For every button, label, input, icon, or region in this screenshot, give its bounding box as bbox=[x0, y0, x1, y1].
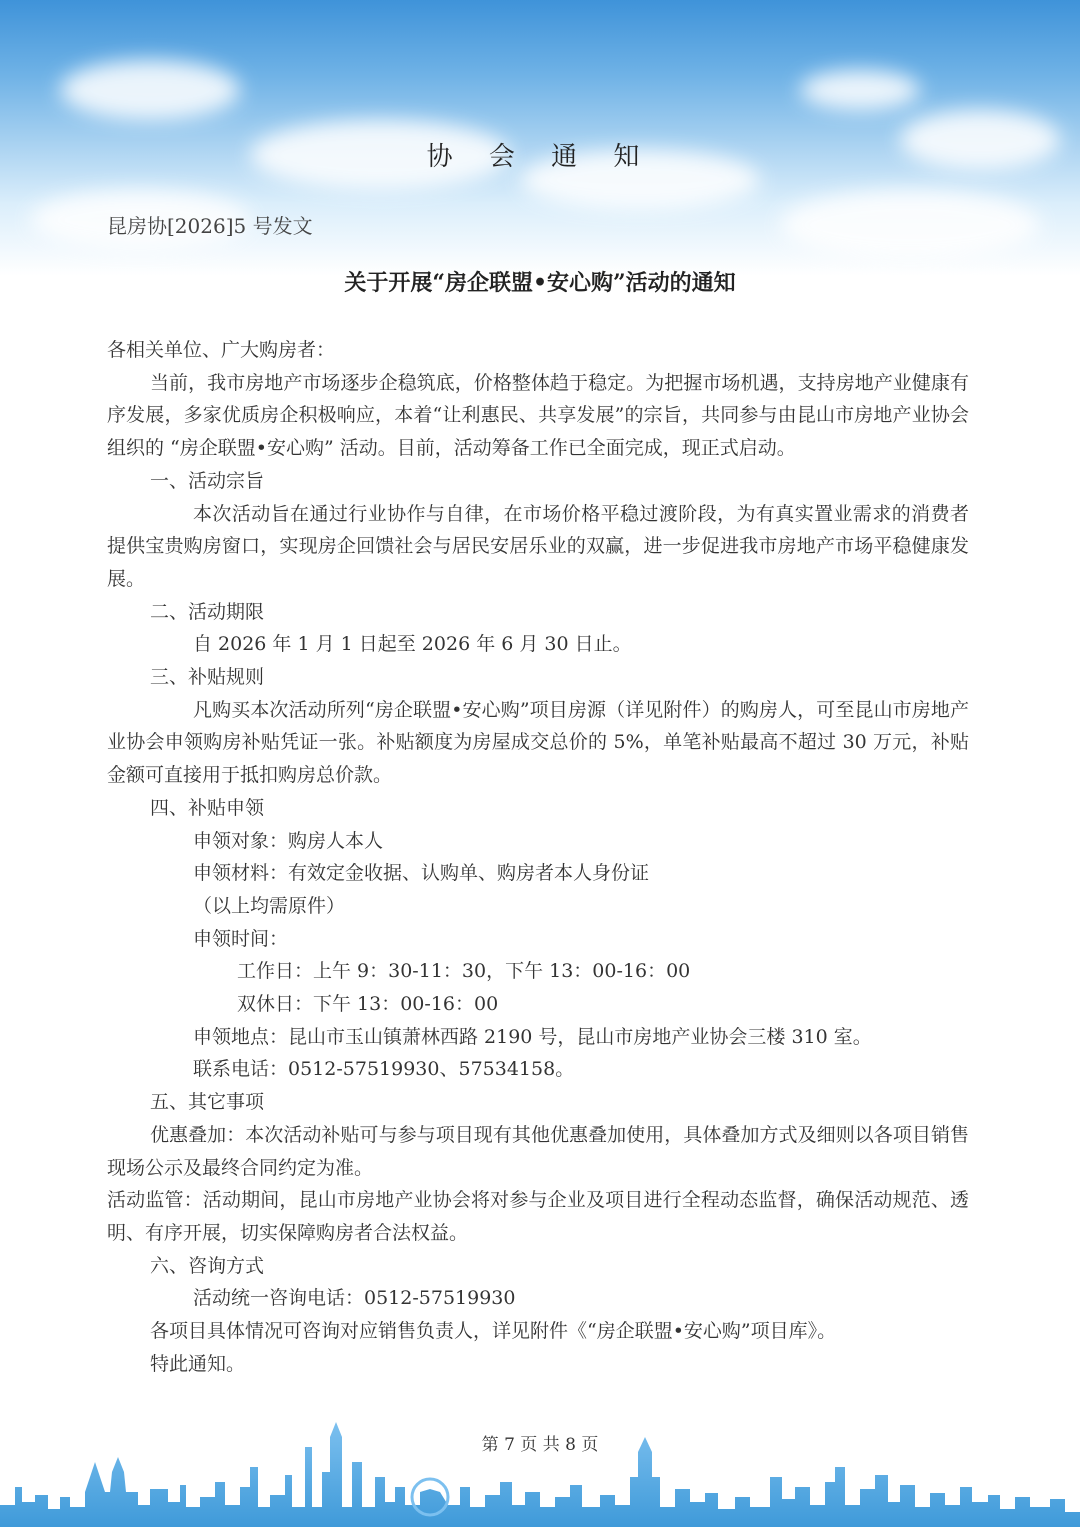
city-skyline-decoration bbox=[0, 1417, 1080, 1527]
section-heading: 六、咨询方式 bbox=[150, 1254, 265, 1277]
consult-details: 各项目具体情况可咨询对应销售负责人，详见附件《“房企联盟•安心购”项目库》。 bbox=[150, 1320, 837, 1343]
section-paragraph: 凡购买本次活动所列“房企联盟•安心购”项目房源（详见附件）的购房人，可至昆山市房地产业协会申领购房补贴凭证一张。补贴额度为房屋成交总价的 5%，单笔补贴最高不超过 30 万元，补贴金额可直接用于抵扣购房总价款。 bbox=[107, 698, 969, 787]
header-title: 协 会 通 知 bbox=[426, 142, 654, 172]
claim-location: 申领地点：昆山市玉山镇萧林西路 2190 号，昆山市房地产业协会三楼 310 室。 bbox=[193, 1025, 872, 1048]
document-number: 昆房协[2026]5 号发文 bbox=[107, 214, 313, 238]
claim-time-weekend: 双休日：下午 13：00-16：00 bbox=[237, 993, 499, 1016]
closing-line: 特此通知。 bbox=[150, 1352, 246, 1375]
stacking-paragraph: 优惠叠加：本次活动补贴可与参与项目现有其他优惠叠加使用，具体叠加方式及细则以各项目销售现场公示及最终合同约定为准。 bbox=[107, 1123, 969, 1179]
claim-materials: 申领材料：有效定金收据、认购单、购房者本人身份证 bbox=[193, 862, 650, 885]
claim-target: 申领对象：购房人本人 bbox=[193, 829, 384, 852]
section-paragraph: 自 2026 年 1 月 1 日起至 2026 年 6 月 30 日止。 bbox=[193, 633, 632, 656]
consult-hotline: 活动统一咨询电话：0512-57519930 bbox=[193, 1287, 516, 1310]
section-heading: 二、活动期限 bbox=[150, 600, 265, 623]
cloud-decoration bbox=[800, 70, 920, 110]
salutation: 各相关单位、广大购房者： bbox=[107, 339, 336, 361]
contact-phone: 联系电话：0512-57519930、57534158。 bbox=[193, 1058, 575, 1081]
section-heading: 三、补贴规则 bbox=[150, 666, 265, 689]
supervision-paragraph: 活动监管：活动期间，昆山市房地产业协会将对参与企业及项目进行全程动态监督，确保活动规范、透明、有序开展，切实保障购房者合法权益。 bbox=[107, 1189, 969, 1244]
intro-paragraph: 当前，我市房地产市场逐步企稳筑底，价格整体趋于稳定。为把握市场机遇，支持房地产业健康有序发展，多家优质房企积极响应，本着“让利惠民、共享发展”的宗旨，共同参与由昆山市房地产业协会组织的 “房企联盟•安心购” 活动。目前，活动筹备工作已全面完成，现正式启动。 bbox=[107, 371, 969, 460]
section-heading: 一、活动宗旨 bbox=[150, 469, 265, 492]
page-number: 第 7 页 共 8 页 bbox=[481, 1435, 599, 1455]
cloud-decoration bbox=[780, 190, 1040, 260]
section-heading: 五、其它事项 bbox=[150, 1091, 265, 1114]
claim-time-label: 申领时间： bbox=[193, 927, 289, 950]
claim-materials-note: （以上均需原件） bbox=[193, 894, 346, 917]
cloud-decoration bbox=[60, 60, 240, 120]
notice-body bbox=[107, 334, 969, 1381]
section-heading: 四、补贴申领 bbox=[150, 796, 265, 819]
document-title: 关于开展“房企联盟•安心购”活动的通知 bbox=[344, 270, 736, 296]
section-paragraph: 本次活动旨在通过行业协作与自律，在市场价格平稳过渡阶段，为有真实置业需求的消费者提供宝贵购房窗口，实现房企回馈社会与居民安居乐业的双赢，进一步促进我市房地产市场平稳健康发展。 bbox=[107, 502, 969, 590]
claim-time-weekday: 工作日：上午 9：30-11：30，下午 13：00-16：00 bbox=[237, 960, 691, 983]
